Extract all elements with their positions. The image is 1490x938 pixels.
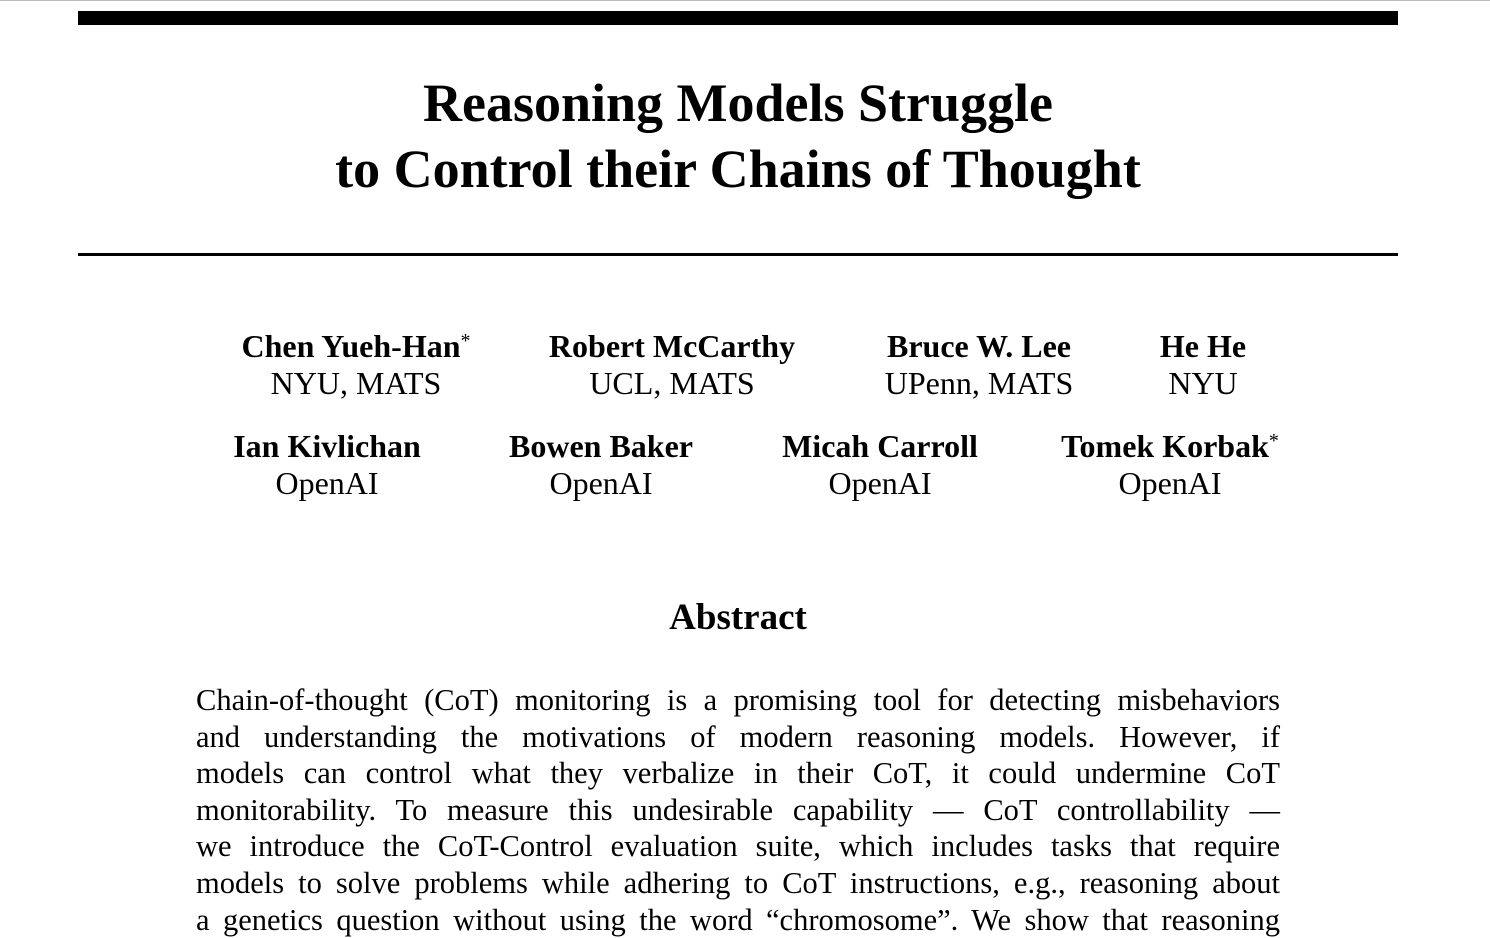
abstract-line: Chain-of-thought (CoT) monitoring is a promising tool for detecting misbehaviors (196, 683, 1280, 717)
author-name: Ian Kivlichan (233, 428, 421, 464)
author-affiliation: OpenAI (549, 465, 653, 501)
abstract-line: monitorability. To measure this undesirable capability — CoT controllability — (196, 792, 1280, 827)
author-block (876, 328, 1082, 402)
author-block (1150, 328, 1256, 402)
abstract-line: models can control what they verbalize in their CoT, it could undermine CoT (196, 756, 1280, 791)
page-top-edge (0, 0, 1490, 1)
author-block (770, 428, 990, 502)
author-name: Tomek Korbak* (1061, 428, 1279, 464)
author-affiliation: OpenAI (828, 465, 932, 501)
abstract-heading: Abstract (669, 597, 807, 638)
author-affiliation: OpenAI (1118, 465, 1222, 501)
abstract-line: models to solve problems while adhering to CoT instructions, e.g., reasoning about (196, 865, 1280, 900)
equal-contribution-mark: * (460, 330, 471, 352)
author-name: He He (1159, 328, 1247, 364)
author-affiliation: OpenAI (275, 465, 379, 501)
author-affiliation: NYU, MATS (270, 365, 442, 401)
equal-contribution-mark: * (1268, 430, 1279, 452)
author-name: Robert McCarthy (548, 328, 796, 364)
paper-title-line-1: Reasoning Models Struggle (422, 73, 1054, 133)
paper-title (78, 70, 1398, 202)
author-block (500, 428, 702, 502)
abstract-line: and understanding the motivations of modern reasoning models. However, if (196, 719, 1280, 754)
abstract-body (196, 682, 1280, 938)
author-name: Bowen Baker (509, 428, 693, 464)
author-block (222, 428, 432, 502)
abstract-line: a genetics question without using the word “chromosome”. We show that reasoning (196, 902, 1280, 937)
author-name: Chen Yueh-Han* (241, 328, 471, 364)
abstract-line: we introduce the CoT-Control evaluation suite, which includes tasks that require (196, 829, 1280, 864)
author-block (542, 328, 802, 402)
title-top-rule (78, 11, 1398, 25)
author-affiliation: UCL, MATS (589, 365, 755, 401)
author-name: Micah Carroll (782, 428, 978, 464)
author-name: Bruce W. Lee (887, 328, 1071, 364)
author-affiliation: NYU (1168, 365, 1238, 401)
author-block (236, 328, 476, 402)
author-affiliation: UPenn, MATS (884, 365, 1074, 401)
author-block (1050, 428, 1290, 502)
paper-title-line-2: to Control their Chains of Thought (335, 139, 1141, 199)
title-bottom-rule (78, 253, 1398, 256)
